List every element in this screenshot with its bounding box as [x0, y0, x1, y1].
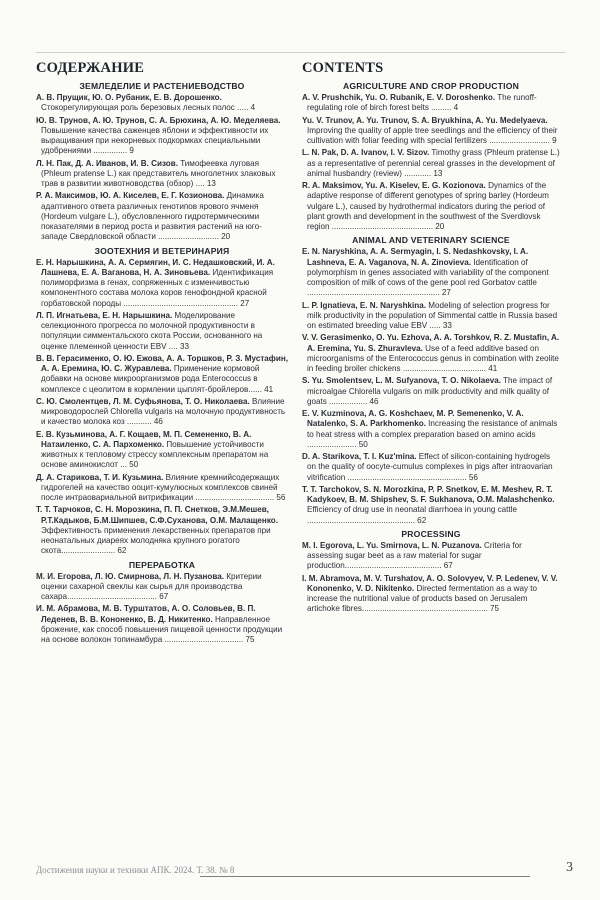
toc-entry	[302, 93, 560, 114]
section-title: AGRICULTURE AND CROP PRODUCTION	[342, 81, 519, 91]
entry-authors: Т. Т. Тарчоков, С. Н. Морозкина, П. П. Снетков, Э.М.Мешев, Р.Т.Кадыков, Б.М.Шипшев, С.Ф.Суханова, О.М. Малащенко.	[36, 505, 278, 525]
toc-entry	[36, 159, 288, 190]
entry-authors: Е. Н. Нарышкина, А. А. Сермягин, И. С. Недашковский, И. А. Лашнева, Е. А. Ваганова, Н. А. Зиновьева.	[36, 257, 275, 277]
toc-entry	[36, 258, 288, 309]
entry-authors: И. М. Абрамова, М. В. Турштатов, А. О. Соловьев, В. П. Леденев, В. В. Кононенко, В. Д. Никитенко.	[36, 604, 256, 624]
entry-title-and-page: The runoff-regulating role of birch forest belts ......... 4	[307, 93, 537, 113]
toc-entry	[36, 430, 288, 471]
entry-title-and-page: The impact of microalgae Chlorella vulgaris on milk productivity and milk quality of goats ................. 46	[307, 376, 553, 406]
page-number: 3	[566, 860, 573, 875]
entry-title-and-page: Повышение качества саженцев яблони и эффективности их выращивания при некорневых подкормках специальными удобрениями ............... 9	[41, 125, 269, 156]
entry-title-and-page: Criteria for assessing sugar beet as a raw material for sugar production........................................... 67	[307, 540, 522, 571]
section-title: ANIMAL AND VETERINARY SCIENCE	[352, 235, 510, 246]
entry-authors: Д. А. Старикова, Т. И. Кузьмина.	[36, 472, 164, 482]
entry-authors: D. A. Starikova, T. I. Kuz'mina.	[302, 452, 417, 461]
toc-entry	[36, 93, 288, 114]
toc-entry	[302, 148, 560, 179]
entry-authors: E. V. Kuzminova, A. G. Koshchaev, M. P. Semenenko, V. A. Natalenko, S. A. Parkhomenko.	[302, 409, 524, 429]
toc-entry	[302, 485, 560, 526]
section-title: ЗЕМЛЕДЕЛИЕ И РАСТЕНИЕВОДСТВО	[79, 81, 245, 91]
entry-authors: A. V. Prushchik, Yu. O. Rubanik, E. V. Doroshenko.	[302, 93, 496, 102]
contents-heading-english: CONTENTS	[302, 60, 384, 76]
section-title: PROCESSING	[401, 528, 461, 539]
entry-authors: I. M. Abramova, M. V. Turshatov, A. O. Solovyev, V. P. Ledenev, V. V. Kononenko, V. D. Nikitenko.	[302, 573, 558, 593]
entry-title-and-page: Dynamics of the adaptive response of different genotypes of spring barley (Hordeum vulgare L.), caused by hydrothermal indicators during the period of plant growth and development in the southwest of the Sverdlovsk region ............................................. 20	[307, 181, 549, 231]
entry-title-and-page: Динамика адаптивного ответа различных генотипов ярового ячменя (Hordeum vulgare L.), обусловленного гидротермическими показателями в период роста и развития растений на юго-западе Свердловской области ........................... 20	[41, 191, 264, 242]
entry-title-and-page: Идентификация полиморфизма в генах, сопряженных с изменчивостью компонентного состава молока коров генофондной красной горбатовской породы ................................................... 27	[41, 267, 274, 308]
footer-rule	[200, 876, 530, 877]
entry-title-and-page: Влияние микроводорослей Chlorella vulgaris на молочную продуктивность и качество молока коз ........... 46	[41, 396, 286, 427]
entry-title-and-page: Направленное брожение, как способ повышения пищевой ценности продукции на основе волокон топинамбура ................................... 75	[41, 614, 283, 644]
entry-authors: M. I. Egorova, L. Yu. Smirnova, L. N. Puzanova.	[302, 540, 482, 550]
entry-authors: L. P. Ignatieva, E. N. Naryshkina.	[302, 300, 427, 310]
entry-authors: Л. Н. Пак, Д. А. Иванов, И. В. Сизов.	[36, 158, 178, 168]
entry-authors: S. Yu. Smolentsev, L. M. Sufyanova, T. O. Nikolaeva.	[302, 376, 501, 386]
section-title: ЗООТЕХНИЯ И ВЕТЕРИНАРИЯ	[94, 245, 230, 256]
entry-authors: E. N. Naryshkina, A. A. Sermyagin, I. S. Nedashkovsky, I. A. Lashneva, E. A. Vaganova, N. A. Zinovieva.	[302, 247, 529, 267]
toc-entry	[302, 247, 560, 298]
entry-authors: В. В. Герасименко, О. Ю. Ежова, А. А. Торшков, Р. З. Мустафин, А. А. Еремина, Ю. С. Журавлева.	[36, 353, 288, 373]
toc-entry	[36, 572, 288, 603]
toc-entry	[36, 311, 288, 352]
entry-title-and-page: Effect of silicon-containing hydrogels on the quality of oocyte-cumulus complexes in pigs after intraovarian vitrification ..................................................... 56	[307, 452, 553, 482]
toc-entry	[36, 505, 288, 556]
contents-column-english	[302, 60, 560, 617]
entry-authors: С. Ю. Смолентцев, Л. М. Суфьянова, Т. О. Николаева.	[36, 396, 250, 406]
top-rule	[36, 52, 566, 53]
entry-title-and-page: Modeling of selection progress for milk productivity in the population of Simmental cattle in Russia based on estimated breeding value EBV ..... 33	[307, 300, 558, 330]
section-title: ПЕРЕРАБОТКА	[128, 559, 196, 570]
entry-authors: Yu. V. Trunov, A. Yu. Trunov, S. A. Bryukhina, A. Yu. Medelyaeva.	[302, 115, 548, 125]
entry-title-and-page: Identification of polymorphism in genes associated with variability of the component composition of milk of cows of the gene pool red Gorbatov cattle ........................................................... 27	[307, 257, 549, 298]
toc-entry	[36, 116, 288, 157]
entry-authors: А. В. Прущик, Ю. О. Рубаник, Е. В. Дорошенко.	[36, 93, 222, 102]
entry-authors: Л. П. Игнатьева, Е. Н. Нарышкина.	[36, 310, 173, 320]
entry-title-and-page: Timothy grass (Phleum pratense L.) as a representative of perennial cereal grasses in the development of animal husbandry (review) ............ 13	[307, 148, 560, 178]
entry-authors: T. T. Tarchokov, S. N. Morozkina, P. P. Snetkov, E. M. Meshev, R. T. Kadykoev, B. M. Shipshev, S. F. Sukhanova, O.M. Malashchenko.	[302, 484, 555, 504]
entry-title-and-page: Тимофеевка луговая (Phleum pratense L.) как представитель многолетних злаковых трав в развитии животноводства (обзор) .... 13	[41, 158, 276, 188]
entry-authors: R. A. Maksimov, Yu. A. Kiselev, E. G. Kozionova.	[302, 181, 486, 190]
toc-entry	[302, 541, 560, 572]
entry-title-and-page: Критерии оценки сахарной свеклы как сырья для производства сахара........................................ 67	[41, 571, 262, 601]
toc-entry	[302, 301, 560, 332]
journal-citation: Достижения науки и техники АПК. 2024. Т. 38. № 8	[36, 865, 235, 875]
toc-entry	[302, 333, 560, 374]
entry-authors: Е. В. Кузьминова, А. Г. Кощаев, М. П. Семененко, В. А. Натаиленко, С. А. Пархоменко.	[36, 429, 252, 449]
entry-authors: Ю. В. Трунов, А. Ю. Трунов, С. А. Брюхина, А. Ю. Меделяева.	[36, 115, 281, 125]
entry-title-and-page: Применение кормовой добавки на основе микроорганизмов рода Enterococcus в комплексе с цеолитом в кормлении цыплят-бройлеров...... 41	[41, 364, 274, 394]
entry-authors: V. V. Gerasimenko, O. Yu. Ezhova, A. A. Torshkov, R. Z. Mustafin, A. A. Eremina, Yu. S. Zhuravleva.	[302, 333, 560, 353]
entry-title-and-page: Моделирование селекционного прогресса по молочной продуктивности в популяции симментальского скота России, основанного на оценке племенной ценности EBV .... 33	[41, 310, 263, 351]
toc-entry	[302, 181, 560, 232]
entry-title-and-page: Повышение устойчивости животных к тепловому стрессу комплексным препаратом на основе аминокислот ... 50	[41, 439, 269, 470]
entry-title-and-page: Стокорегулирующая роль березовых лесных полос ..... 4	[41, 103, 256, 113]
toc-entry	[36, 604, 288, 645]
entry-title-and-page: Efficiency of drug use in neonatal diarrhoea in young cattle ................................................ 62	[307, 505, 517, 525]
entry-title-and-page: Directed fermentation as a way to increase the nutritional value of products based on Jerusalem artichoke fibres........................................................ 75	[307, 583, 538, 614]
toc-entry	[36, 397, 288, 428]
entry-title-and-page: Эффективность применения лекарственных препаратов при неонатальных диареях молодняка крупного рогатого скота........................ 62	[41, 525, 271, 556]
toc-entry	[36, 354, 288, 395]
entry-authors: М. И. Егорова, Л. Ю. Смирнова, Л. Н. Пузанова.	[36, 571, 224, 581]
entry-title-and-page: Влияние кремнийсодержащих гидрогелей на качество ооцит-кумулюсных комплексов свиней после интраовариальной витрификации ................................... 56	[41, 472, 286, 502]
toc-entry	[302, 376, 560, 407]
entry-authors: L. N. Pak, D. A. Ivanov, I. V. Sizov.	[302, 148, 430, 158]
contents-heading-russian: СОДЕРЖАНИЕ	[36, 60, 145, 76]
toc-entry	[302, 116, 560, 147]
entry-title-and-page: Use of a feed additive based on microorganisms of the Enterococcus genus in combination with zeolite in feeding broiler chickens ..................................... 41	[307, 343, 559, 373]
entry-title-and-page: Increasing the resistance of animals to heat stress with a complex preparation based on amino acids ...................... 50	[307, 419, 558, 449]
toc-entry	[302, 409, 560, 450]
entry-authors: Р. А. Максимов, Ю. А. Киселев, Е. Г. Козионова.	[36, 191, 225, 201]
toc-entry	[36, 473, 288, 504]
toc-entry	[302, 574, 560, 615]
entry-title-and-page: Improving the quality of apple tree seedlings and the efficiency of their cultivation with foliar feeding with special fertilizers ........................... 9	[307, 125, 558, 145]
contents-column-russian	[36, 60, 288, 647]
toc-entry	[36, 191, 288, 242]
toc-entry	[302, 452, 560, 483]
